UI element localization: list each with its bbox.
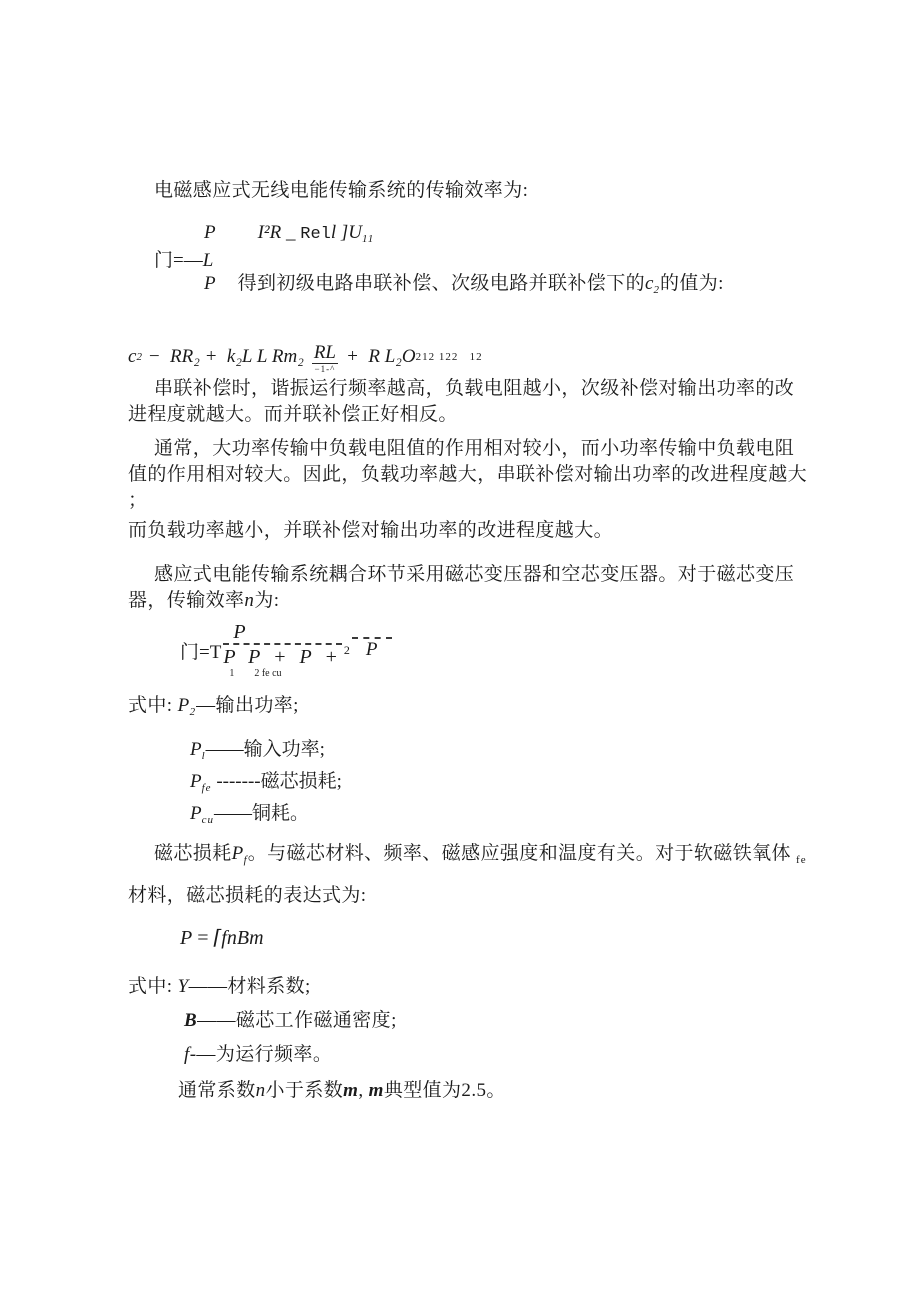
definition-item bbox=[190, 801, 818, 833]
formula-numerator: P bbox=[204, 222, 216, 243]
formula-efficiency-line3 bbox=[128, 271, 818, 301]
paragraph-line: 进程度就越大。而并联补偿正好相反。 bbox=[128, 404, 458, 425]
formula-caption-var: c bbox=[645, 273, 654, 294]
formula-right-sub: 11 bbox=[362, 233, 375, 245]
formula-efficiency-line2 bbox=[128, 250, 818, 271]
paragraph-line: 值的作用相对较大。因此，负载功率越大，串联补偿对输出功率的改进程度越大 bbox=[128, 464, 808, 485]
where-label: 式中: bbox=[128, 695, 178, 716]
eta-fraction-numerator: P bbox=[233, 621, 246, 643]
c2-var-sub: 2 bbox=[136, 350, 143, 363]
y-var: Y bbox=[177, 976, 189, 997]
formula-caption-post: 的值为: bbox=[659, 273, 724, 294]
page-content bbox=[128, 0, 818, 1104]
paragraph-line: ； bbox=[128, 490, 148, 511]
core-loss-eq: = bbox=[192, 927, 214, 949]
core-loss-var-sub: f bbox=[243, 854, 248, 866]
c2-fraction bbox=[312, 343, 338, 374]
paragraph-parallel-compensation bbox=[128, 518, 818, 544]
def-text: ——铜耗。 bbox=[214, 803, 310, 824]
coupling-line2-post: 为: bbox=[254, 590, 280, 611]
paragraph-coupling bbox=[128, 562, 818, 614]
coupling-eta-var: n bbox=[244, 590, 255, 611]
core-loss-pre: 磁芯损耗 bbox=[154, 843, 232, 864]
c2-fraction-numerator: RL bbox=[313, 342, 337, 363]
core-loss-line1 bbox=[128, 841, 818, 873]
p2-var: P bbox=[177, 695, 190, 716]
c2-seg3: + R L₂O bbox=[346, 345, 416, 367]
eta-tail-term: P bbox=[352, 637, 392, 661]
formula-eta-transformer bbox=[128, 622, 818, 679]
y-definition: ——材料系数; bbox=[188, 976, 311, 997]
def-text: -------磁芯损耗; bbox=[211, 771, 342, 792]
core-loss-line2: 材料，磁芯损耗的表达式为: bbox=[128, 885, 367, 906]
eta-fraction bbox=[223, 622, 342, 679]
paragraph-text: 而负载功率越小，并联补偿对输出功率的改进程度越大。 bbox=[128, 520, 614, 541]
c2-var: c bbox=[128, 345, 137, 367]
paragraph-series-compensation bbox=[128, 376, 818, 428]
p2-var-sub: 2 bbox=[189, 706, 197, 718]
paragraph-b-definition bbox=[128, 1008, 818, 1034]
core-loss-rhs: ⌈fnBm bbox=[213, 927, 264, 949]
formula-efficiency bbox=[128, 222, 818, 301]
eta-superscript: 2 bbox=[343, 643, 350, 657]
core-loss-post: 。与磁芯材料、频率、磁感应强度和温度有关。对于软磁铁氧体 bbox=[247, 843, 791, 864]
f-var: f bbox=[184, 1044, 190, 1065]
formula-right-c: l ]U bbox=[330, 222, 363, 243]
core-loss-tail: fe bbox=[796, 854, 807, 866]
def-var-sub: fe bbox=[201, 782, 212, 794]
eta-prefix: 门=T bbox=[180, 642, 222, 663]
formula-right-b: Rel bbox=[300, 225, 331, 244]
formula-caption-var-sub: 2 bbox=[653, 284, 660, 296]
definition-item bbox=[190, 737, 818, 769]
def-text: ——输入功率; bbox=[205, 739, 325, 760]
m-var-2: m bbox=[368, 1080, 384, 1101]
paragraph-line2 bbox=[128, 588, 818, 614]
paragraph-where-p2 bbox=[128, 693, 818, 725]
p2-definition: —输出功率; bbox=[196, 695, 299, 716]
formula-mid-pre: 门=— bbox=[154, 250, 203, 271]
definition-item bbox=[190, 769, 818, 801]
n-var: n bbox=[255, 1080, 266, 1101]
paragraph-f-definition bbox=[128, 1042, 818, 1068]
formula-efficiency-line1 bbox=[128, 222, 818, 250]
b-var: B bbox=[184, 1010, 198, 1031]
paragraph-power-comparison bbox=[128, 436, 818, 514]
b-definition: ——磁芯工作磁通密度; bbox=[197, 1010, 397, 1031]
paragraph-intro bbox=[128, 178, 818, 204]
typical-pre: 通常系数 bbox=[178, 1080, 256, 1101]
paragraph-typical-value bbox=[128, 1078, 818, 1104]
definition-list bbox=[128, 737, 818, 833]
paragraph-line: 通常，大功率传输中负载电阻值的作用相对较小，而小功率传输中负载电阻 bbox=[154, 438, 795, 459]
def-var: P bbox=[190, 739, 202, 760]
def-var: P bbox=[190, 771, 202, 792]
f-definition: -—为运行频率。 bbox=[189, 1044, 333, 1065]
formula-denominator: P bbox=[204, 273, 216, 294]
c2-fraction-denominator: −1-^ bbox=[314, 364, 336, 374]
paragraph-where-y bbox=[128, 974, 818, 1000]
core-loss-lhs: P bbox=[180, 927, 193, 949]
def-var-sub: cu bbox=[201, 814, 214, 826]
typical-sep: , bbox=[358, 1080, 369, 1101]
coupling-line2-pre: 器，传输效率 bbox=[128, 590, 245, 611]
def-var: P bbox=[190, 803, 202, 824]
paragraph-line: 感应式电能传输系统耦合环节采用磁芯变压器和空芯变压器。对于磁芯变压 bbox=[154, 564, 795, 585]
typical-post: 典型值为2.5。 bbox=[383, 1080, 506, 1101]
eta-fraction-denominator-subscripts: 1 2 fe cu bbox=[229, 668, 282, 679]
paragraph-core-loss bbox=[128, 841, 818, 909]
formula-mid-var: L bbox=[202, 250, 214, 271]
formula-right-a: I²R _ bbox=[257, 222, 301, 243]
typical-mid: 小于系数 bbox=[265, 1080, 344, 1101]
paragraph-line: 串联补偿时，谐振运行频率越高，负载电阻越小，次级补偿对输出功率的改 bbox=[154, 378, 795, 399]
core-loss-var: P bbox=[231, 843, 244, 864]
paragraph-intro-text: 电磁感应式无线电能传输系统的传输效率为: bbox=[154, 180, 529, 201]
formula-core-loss bbox=[128, 925, 818, 950]
c2-seg3-sub: 212 122 12 bbox=[415, 350, 483, 363]
formula-caption-pre: 得到初级电路串联补偿、次级电路并联补偿下的 bbox=[237, 273, 646, 294]
m-var: m bbox=[343, 1080, 359, 1101]
eta-fraction-bar bbox=[223, 643, 342, 645]
c2-seg2: − RR₂ + k₂L L Rm₂ bbox=[142, 345, 304, 367]
eta-fraction-denominator: P P + P + bbox=[223, 646, 342, 668]
def-var-sub: l bbox=[201, 750, 206, 762]
formula-c2 bbox=[128, 341, 818, 372]
where-label: 式中: bbox=[128, 976, 178, 997]
